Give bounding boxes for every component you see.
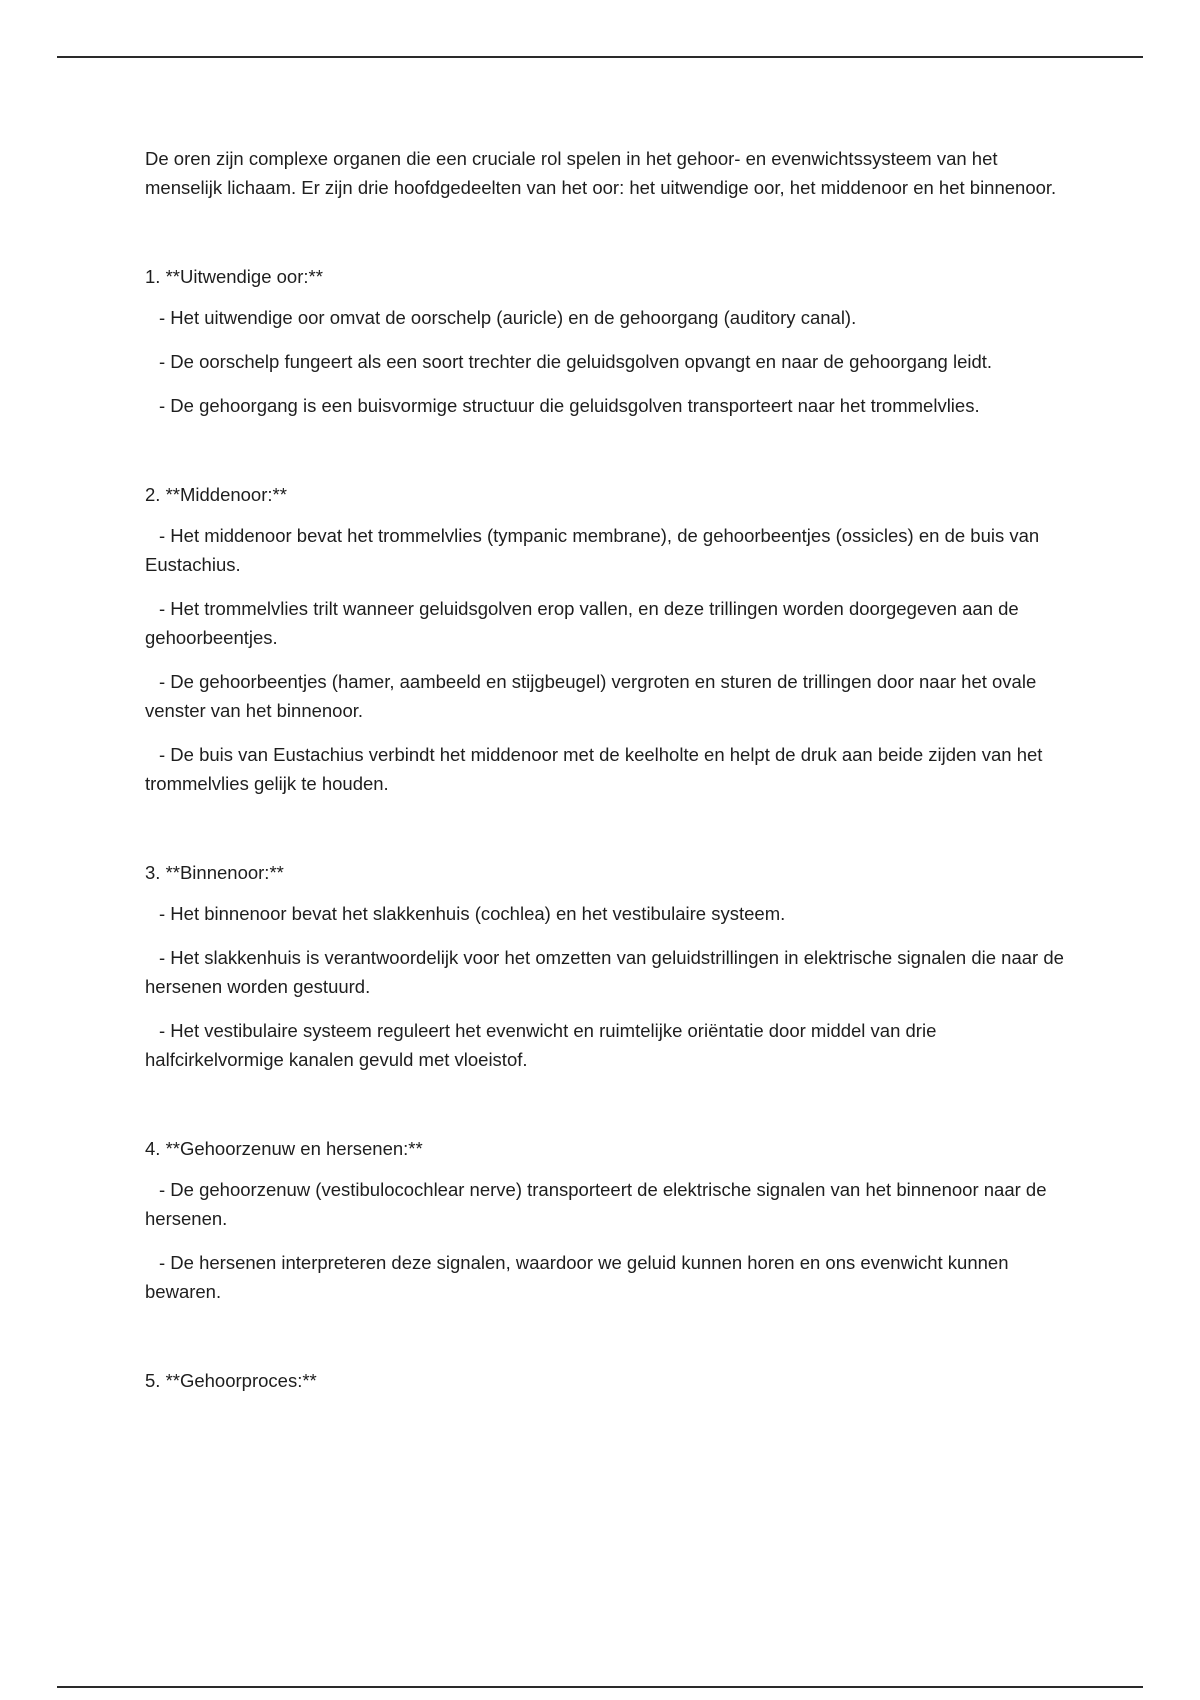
section-inner-ear [145,858,1065,1074]
section-heading: 4. **Gehoorzenuw en hersenen:** [145,1138,423,1159]
list-item: - De hersenen interpreteren deze signalen, waardoor we geluid kunnen horen en ons evenwicht kunnen bewaren. [145,1252,1009,1302]
list-item: - De gehoorgang is een buisvormige structuur die geluidsgolven transporteert naar het trommelvlies. [159,395,980,416]
section-outer-ear [145,262,1065,420]
list-item: - Het trommelvlies trilt wanneer geluidsgolven erop vallen, en deze trillingen worden doorgegeven aan de gehoorbeentjes. [145,598,1019,648]
intro-paragraph: De oren zijn complexe organen die een cruciale rol spelen in het gehoor- en evenwichtssysteem van het menselijk lichaam. Er zijn drie hoofdgedeelten van het oor: het uitwendige oor, het middenoor en het binnenoor. [145,148,1057,198]
list-item: - Het slakkenhuis is verantwoordelijk voor het omzetten van geluidstrillingen in elektrische signalen die naar de hersenen worden gestuurd. [145,947,1064,997]
section-heading: 3. **Binnenoor:** [145,862,284,883]
list-item: - De oorschelp fungeert als een soort trechter die geluidsgolven opvangt en naar de gehoorgang leidt. [159,351,993,372]
section-heading: 1. **Uitwendige oor:** [145,266,323,287]
footer-rule [57,1686,1143,1688]
list-item: - De buis van Eustachius verbindt het middenoor met de keelholte en helpt de druk aan beide zijden van het trommelvlies gelijk te houden. [145,744,1043,794]
header-rule [57,56,1143,58]
section-heading: 2. **Middenoor:** [145,484,287,505]
section-middle-ear [145,480,1065,798]
section-heading: 5. **Gehoorproces:** [145,1370,317,1391]
section-hearing-process [145,1366,1065,1395]
list-item: - De gehoorbeentjes (hamer, aambeeld en stijgbeugel) vergroten en sturen de trillingen door naar het ovale venster van het binnenoor. [145,671,1037,721]
section-auditory-nerve [145,1134,1065,1306]
list-item: - Het vestibulaire systeem reguleert het evenwicht en ruimtelijke oriëntatie door middel van drie halfcirkelvormige kanalen gevuld met vloeistof. [145,1020,937,1070]
list-item: - Het uitwendige oor omvat de oorschelp (auricle) en de gehoorgang (auditory canal). [159,307,857,328]
document-body [145,144,1065,1407]
list-item: - Het middenoor bevat het trommelvlies (tympanic membrane), de gehoorbeentjes (ossicles) en de buis van Eustachius. [145,525,1040,575]
list-item: - De gehoorzenuw (vestibulocochlear nerve) transporteert de elektrische signalen van het binnenoor naar de hersenen. [145,1179,1047,1229]
list-item: - Het binnenoor bevat het slakkenhuis (cochlea) en het vestibulaire systeem. [159,903,786,924]
